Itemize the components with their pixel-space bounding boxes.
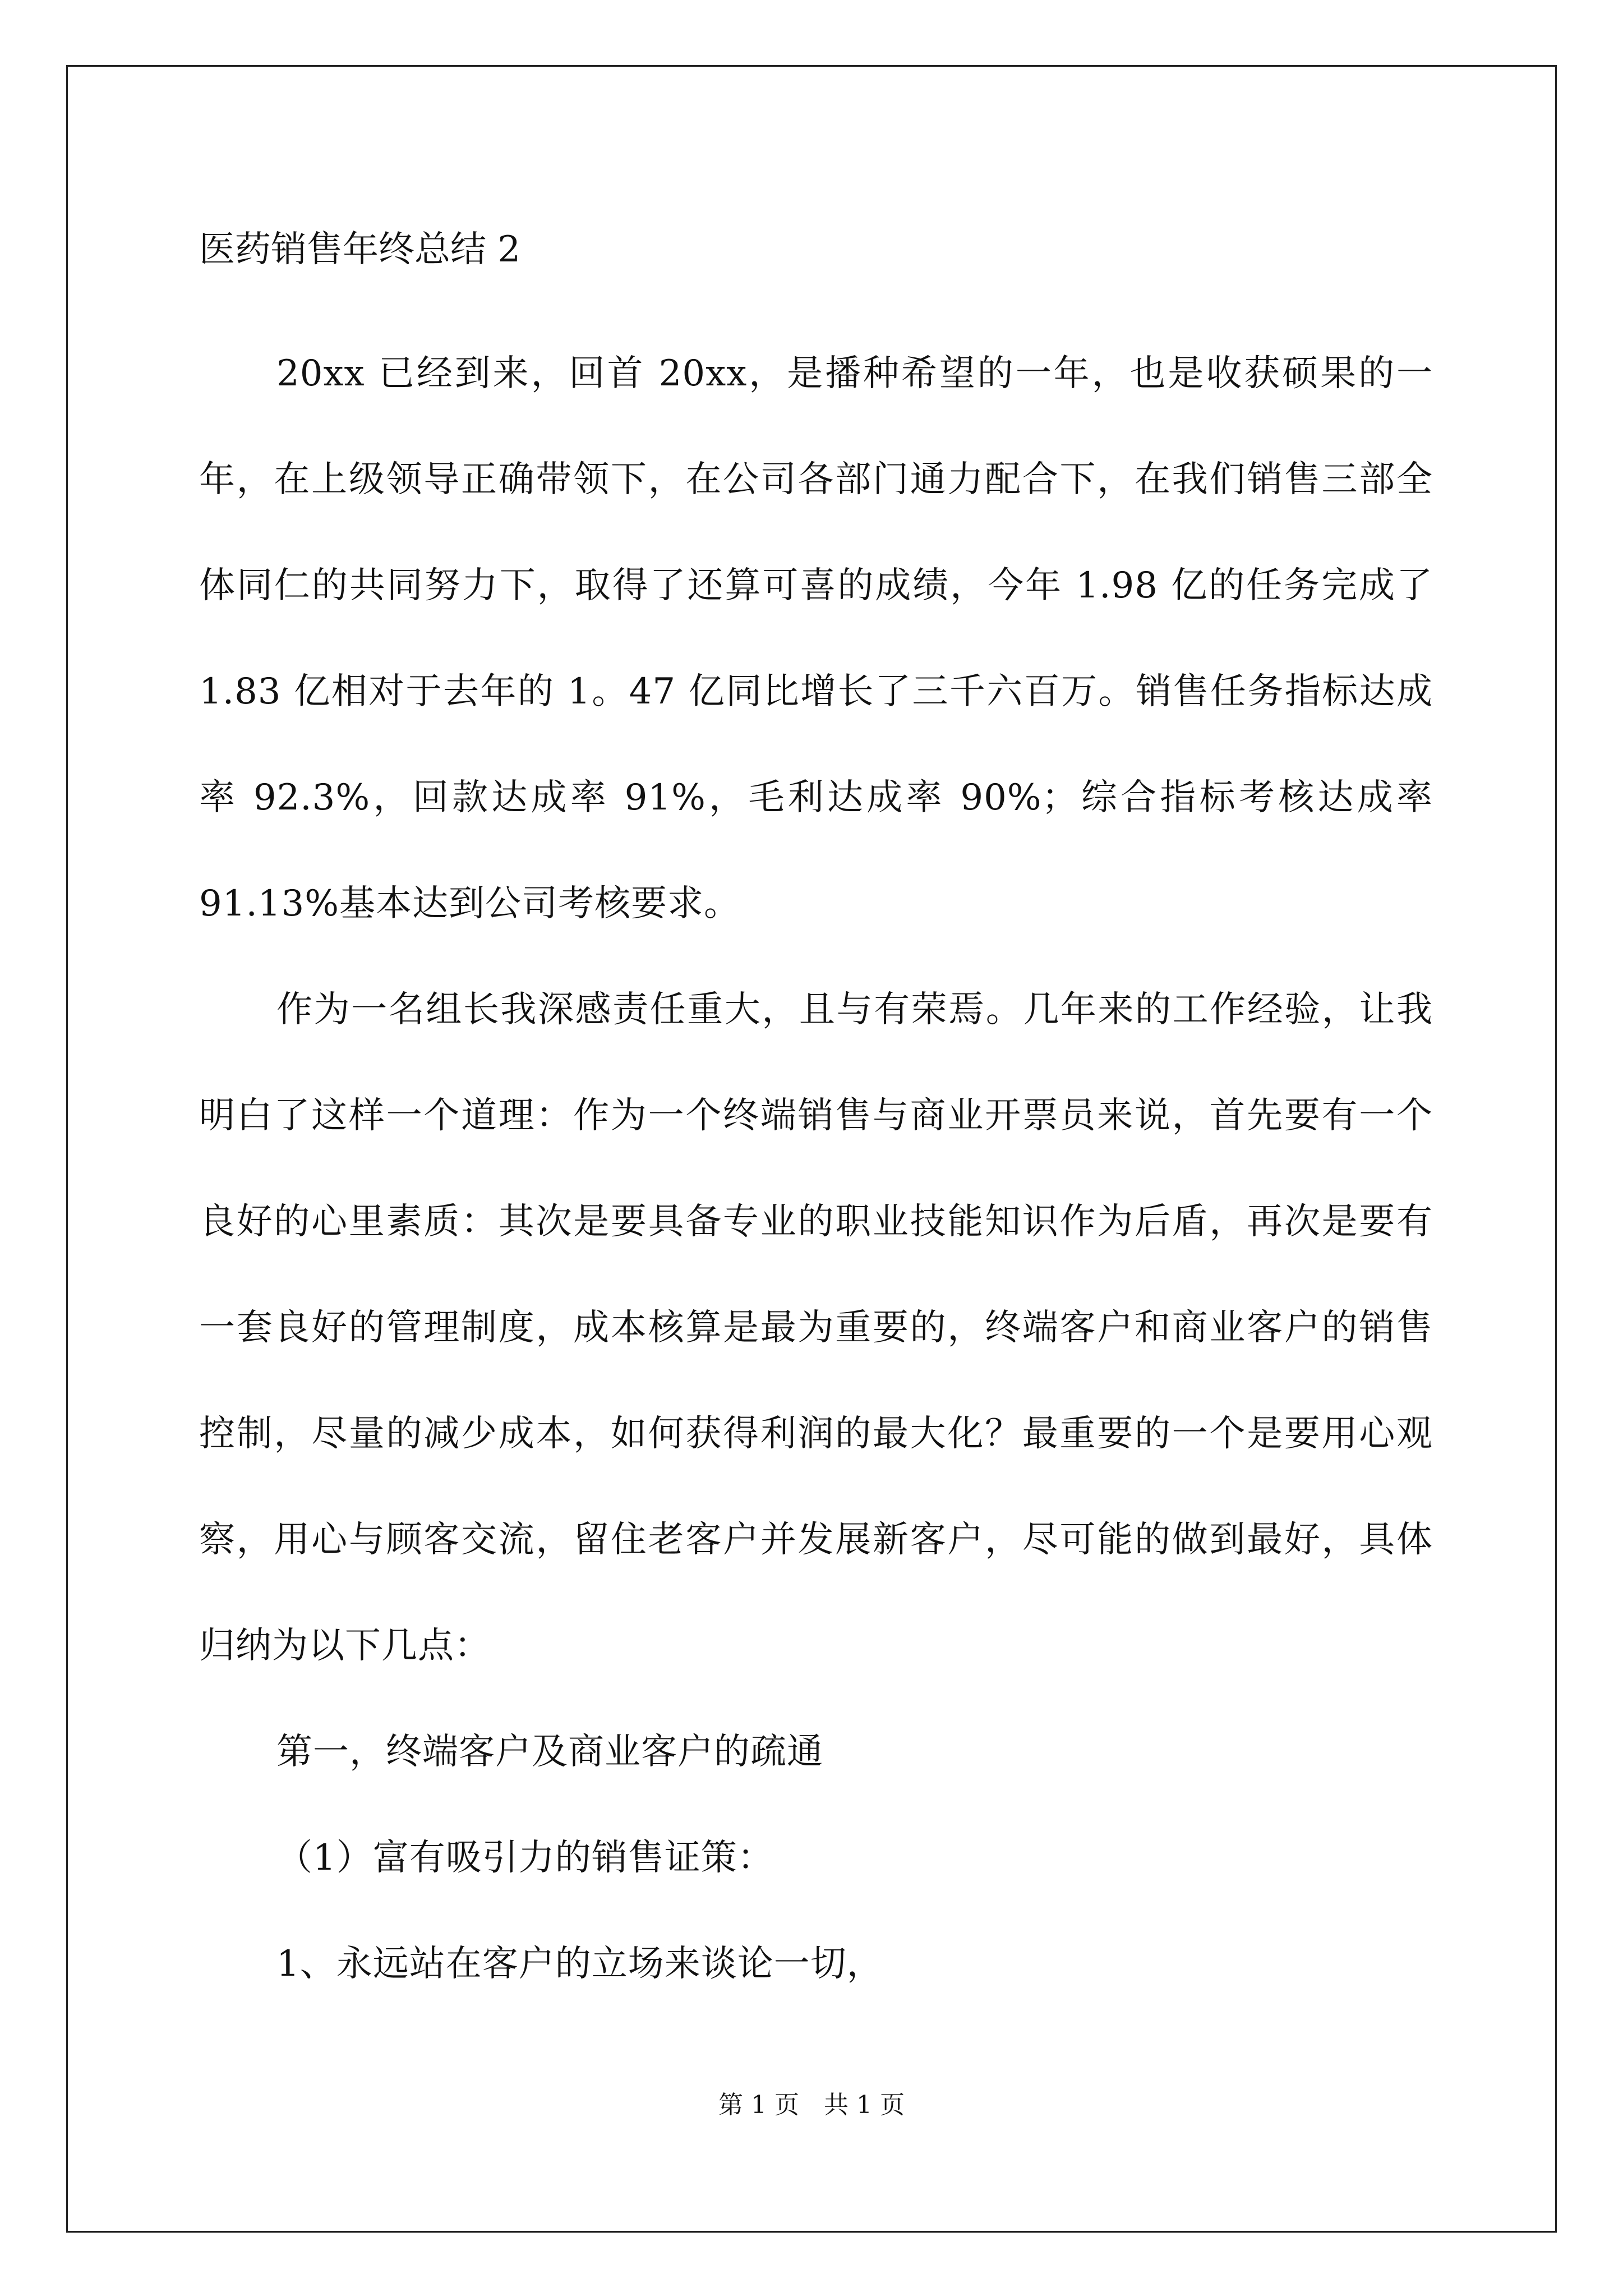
list-item-1: 1、永远站在客户的立场来谈论一切，: [276, 1943, 883, 1985]
paragraph-summary: 20xx 已经到来，回首 20xx，是播种希望的一年，也是收获硕果的一年，在上级领导正确带领下，在公司各部门通力配合下，在我们销售三部全体同仁的共同努力下，取得了还算可喜的成绩，今年 1.98 亿的任务完成了 1.83 亿相对于去年的 1。47 亿同比增长了三千六百万。销售任务指标达成率 92.3%，回款达成率 91%，毛利达成率 90%；综合指标考核达成率 91.13%基本达到公司考核要求。: [199, 353, 1433, 924]
page-number: 第 1 页: [718, 2091, 799, 2119]
page-total: 共 1 页: [824, 2091, 905, 2119]
section-heading-first: 第一，终端客户及商业客户的疏通: [276, 1731, 823, 1773]
document-title: 医药销售年终总结 2: [199, 229, 521, 270]
page-footer: [0, 2090, 1623, 2121]
document-body: [199, 227, 1433, 2017]
subsection-heading-policy: （1）富有吸引力的销售证策：: [276, 1837, 774, 1879]
paragraph-experience: 作为一名组长我深感责任重大，且与有荣焉。几年来的工作经验，让我明白了这样一个道理：作为一个终端销售与商业开票员来说，首先要有一个良好的心里素质：其次是要具备专业的职业技能知识作为后盾，再次是要有一套良好的管理制度，成本核算是最为重要的，终端客户和商业客户的销售控制，尽量的减少成本，如何获得利润的最大化？最重要的一个是要用心观察，用心与顾客交流，留住老客户并发展新客户，尽可能的做到最好，具体归纳为以下几点：: [199, 989, 1433, 1667]
